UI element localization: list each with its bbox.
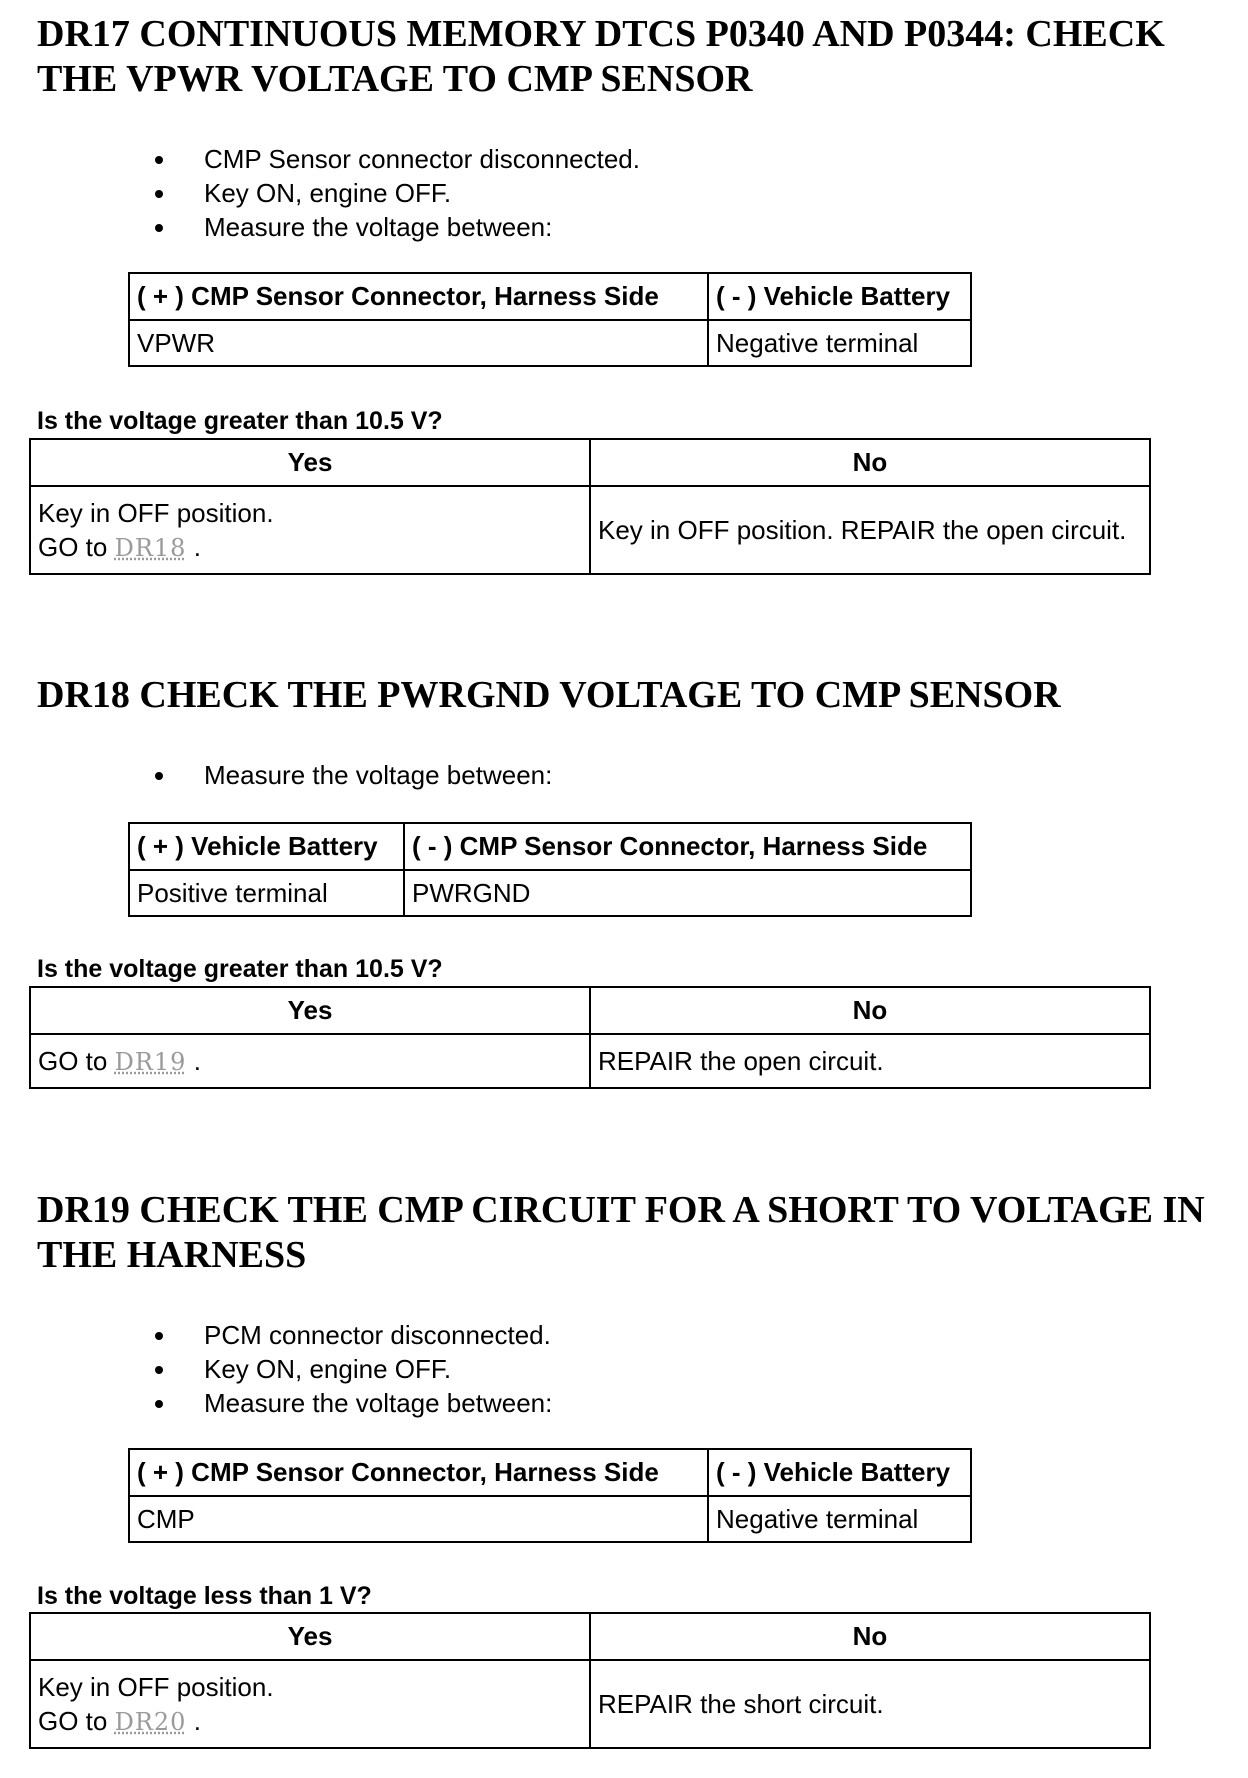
dr18-heading: DR18 CHECK THE PWRGND VOLTAGE TO CMP SENSOR (37, 674, 1061, 716)
goto-period: . (193, 1045, 201, 1076)
list-item: CMP Sensor connector disconnected. (152, 142, 640, 176)
measure-cell-negative: Negative terminal (708, 320, 971, 366)
dr17-measure-table (128, 272, 972, 367)
goto-label: GO to (38, 531, 108, 562)
measure-cell-negative: Negative terminal (708, 1496, 971, 1542)
measure-header-negative: ( - ) Vehicle Battery (708, 1449, 971, 1496)
goto-period: . (193, 1705, 201, 1736)
yes-cell (30, 486, 590, 574)
list-item: Key ON, engine OFF. (152, 176, 640, 210)
no-header: No (590, 1613, 1150, 1660)
measure-header-positive: ( + ) Vehicle Battery (129, 823, 404, 870)
dr18-link[interactable]: DR18 (114, 533, 187, 562)
yes-header: Yes (30, 987, 590, 1034)
dr18-steps-list (152, 758, 552, 792)
measure-cell-positive: CMP (129, 1496, 708, 1542)
no-cell: REPAIR the short circuit. (590, 1660, 1150, 1748)
no-header: No (590, 439, 1150, 486)
yes-goto-line (38, 530, 582, 565)
no-cell: Key in OFF position. REPAIR the open circuit. (590, 486, 1150, 574)
dr19-measure-table (128, 1448, 972, 1543)
dr17-answer-table (29, 438, 1151, 575)
no-header: No (590, 987, 1150, 1034)
list-item: PCM connector disconnected. (152, 1318, 552, 1352)
list-item: Measure the voltage between: (152, 210, 640, 244)
measure-header-negative: ( - ) CMP Sensor Connector, Harness Side (404, 823, 971, 870)
dr18-measure-table (128, 822, 972, 917)
dr19-link[interactable]: DR19 (114, 1047, 187, 1076)
yes-header: Yes (30, 1613, 590, 1660)
goto-period: . (193, 531, 201, 562)
measure-cell-negative: PWRGND (404, 870, 971, 916)
list-item: Measure the voltage between: (152, 758, 552, 792)
goto-label: GO to (38, 1045, 108, 1076)
yes-instruction: Key in OFF position. (38, 497, 274, 528)
yes-instruction: Key in OFF position. (38, 1671, 274, 1702)
no-cell: REPAIR the open circuit. (590, 1034, 1150, 1088)
list-item: Measure the voltage between: (152, 1386, 552, 1420)
yes-goto-line (38, 1704, 582, 1739)
dr19-steps-list (152, 1318, 552, 1420)
dr17-question: Is the voltage greater than 10.5 V? (37, 407, 443, 435)
goto-label: GO to (38, 1705, 108, 1736)
dr17-heading: DR17 CONTINUOUS MEMORY DTCS P0340 AND P0344: CHECK THE VPWR VOLTAGE TO CMP SENSOR (37, 13, 1165, 100)
yes-cell (30, 1034, 590, 1088)
dr19-heading: DR19 CHECK THE CMP CIRCUIT FOR A SHORT TO VOLTAGE IN THE HARNESS (37, 1189, 1205, 1276)
measure-header-negative: ( - ) Vehicle Battery (708, 273, 971, 320)
list-item: Key ON, engine OFF. (152, 1352, 552, 1386)
measure-cell-positive: Positive terminal (129, 870, 404, 916)
yes-header: Yes (30, 439, 590, 486)
measure-cell-positive: VPWR (129, 320, 708, 366)
measure-header-positive: ( + ) CMP Sensor Connector, Harness Side (129, 273, 708, 320)
dr18-answer-table (29, 986, 1151, 1089)
dr20-link[interactable]: DR20 (114, 1707, 187, 1736)
dr17-steps-list (152, 142, 640, 244)
dr19-question: Is the voltage less than 1 V? (37, 1582, 372, 1610)
measure-header-positive: ( + ) CMP Sensor Connector, Harness Side (129, 1449, 708, 1496)
dr18-question: Is the voltage greater than 10.5 V? (37, 955, 443, 983)
dr19-answer-table (29, 1612, 1151, 1749)
yes-cell (30, 1660, 590, 1748)
